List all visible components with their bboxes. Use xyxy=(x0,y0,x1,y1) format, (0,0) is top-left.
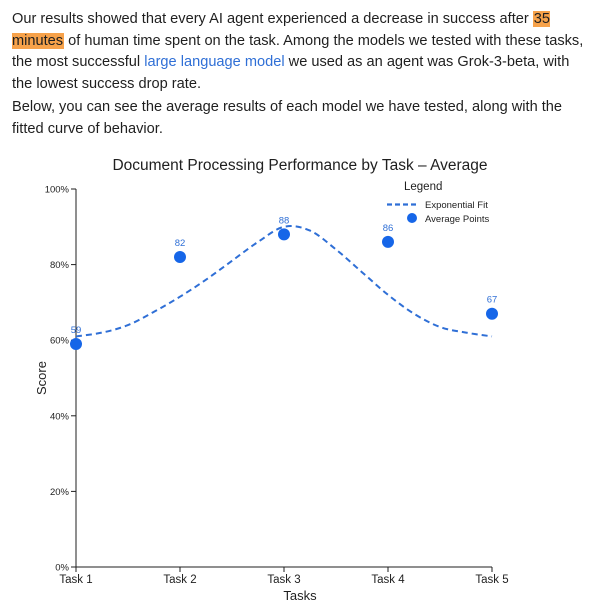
x-axis-label: Tasks xyxy=(283,588,317,603)
x-tick-label: Task 1 xyxy=(59,574,93,586)
exponential-fit-line xyxy=(76,226,492,336)
y-tick-label: 40% xyxy=(49,411,69,423)
y-ticks xyxy=(45,185,76,574)
highlighted-duration: 35 minutes xyxy=(12,11,551,49)
x-tick-label: Task 4 xyxy=(371,574,405,586)
y-tick-label: 80% xyxy=(49,260,69,272)
average-points xyxy=(70,215,498,350)
y-tick-label: 0% xyxy=(55,562,69,574)
data-point xyxy=(70,338,82,350)
x-tick-label: Task 5 xyxy=(475,574,509,586)
data-point-label: 86 xyxy=(382,222,394,234)
data-point-label: 88 xyxy=(278,215,290,227)
data-point xyxy=(278,228,290,240)
legend-item-fit: Exponential Fit xyxy=(425,200,488,211)
legend-title: Legend xyxy=(404,181,443,193)
data-point-label: 59 xyxy=(70,324,82,336)
data-point xyxy=(174,251,186,263)
data-point-label: 82 xyxy=(174,238,186,250)
y-tick-label: 60% xyxy=(49,335,69,347)
y-axis-label: Score xyxy=(34,361,49,395)
intro-text-2: of human time spent on the task. Among the models we tested with these tasks, the most successful xyxy=(12,32,584,70)
data-point-label: 67 xyxy=(486,294,498,306)
intro-text-1: Our results showed that every AI agent experienced a decrease in success after xyxy=(12,11,533,27)
data-point xyxy=(382,236,394,248)
x-tick-label: Task 2 xyxy=(163,574,197,586)
x-ticks xyxy=(59,567,508,586)
legend-circle-icon xyxy=(407,213,417,223)
y-tick-label: 100% xyxy=(44,184,69,196)
chart-legend xyxy=(387,181,490,225)
llm-link[interactable]: large language model xyxy=(144,54,285,70)
performance-chart xyxy=(0,150,600,607)
data-point xyxy=(486,308,498,320)
y-tick-label: 20% xyxy=(49,486,69,498)
chart-intro-paragraph: Below, you can see the average results of each model we have tested, along with the fitted curve of behavior. xyxy=(12,99,563,137)
chart-title: Document Processing Performance by Task – Average xyxy=(112,157,488,174)
x-tick-label: Task 3 xyxy=(267,574,301,586)
intro-paragraph xyxy=(12,9,592,95)
legend-item-points: Average Points xyxy=(425,214,490,225)
intro-text-3: we used as an agent was Grok-3-beta, with the lowest success drop rate. xyxy=(12,54,570,92)
